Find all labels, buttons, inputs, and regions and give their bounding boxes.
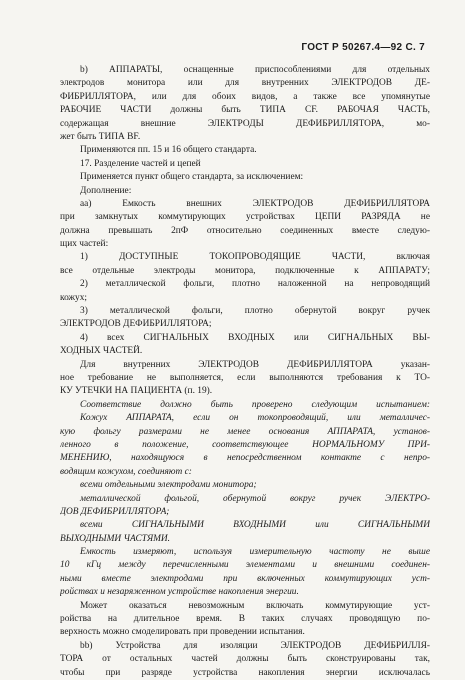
text-line: жет быть ТИПА BF. xyxy=(60,131,141,142)
text-line: ХОДНЫХ ЧАСТЕЙ. xyxy=(60,346,143,357)
text-line: ройствах и незаряженном устройстве накопления энергии. xyxy=(60,587,299,598)
text-line: верхность можно смоделировать при проведении испытания. xyxy=(60,627,305,638)
text-line: содержащая внешние ЭЛЕКТРОДЫ ДЕФИБРИЛЛЯТОРА, мо- xyxy=(60,118,430,129)
text-line: ФИБРИЛЛЯТОРА, или для обоих видов, а также все упомянутые xyxy=(60,91,430,102)
text-line: Может оказаться невозможным включать коммутирующие уст- xyxy=(80,600,430,611)
text-line: Емкость измеряют, используя измерительную частоту не выше xyxy=(80,547,430,558)
document-body xyxy=(60,64,430,680)
text-line: 4) всех СИГНАЛЬНЫХ ВХОДНЫХ или СИГНАЛЬНЫХ ВЫ- xyxy=(80,332,430,343)
text-line: ленного в положение, соответствующее НОРМАЛЬНОМУ ПРИ- xyxy=(60,439,430,450)
text-line: Соответствие должно быть проверено следующим испытанием: xyxy=(80,399,430,410)
text-line: аа) Емкость внешних ЭЛЕКТРОДОВ ДЕФИБРИЛЛЯТОРА xyxy=(80,198,430,209)
text-line: кожух; xyxy=(60,292,87,303)
text-line: водящим кожухом, соединяют с: xyxy=(60,466,192,477)
text-line: ДОВ ДЕФИБРИЛЛЯТОРА; xyxy=(60,506,170,517)
text-line: при замкнутых коммутирующих устройствах ЦЕПИ РАЗРЯДА не xyxy=(60,212,430,223)
text-line: КУ УТЕЧКИ НА ПАЦИЕНТА (п. 19). xyxy=(60,386,213,397)
text-line: ЭЛЕКТРОДОВ ДЕФИБРИЛЛЯТОРА; xyxy=(60,319,212,330)
text-line: всеми СИГНАЛЬНЫМИ ВХОДНЫМИ или СИГНАЛЬНЫМИ xyxy=(80,520,430,531)
text-line: Применяется пункт общего стандарта, за исключением: xyxy=(80,172,304,183)
text-line: Дополнение: xyxy=(80,185,132,196)
text-line: ройства на длительное время. В таких случаях проводящую по- xyxy=(60,614,430,625)
text-line: щих частей: xyxy=(60,239,109,250)
text-line: 1) ДОСТУПНЫЕ ТОКОПРОВОДЯЩИЕ ЧАСТИ, включая xyxy=(80,252,430,263)
text-line: МЕНЕНИЮ, находящуюся в непосредственном контакте с непро- xyxy=(60,453,430,464)
text-line: b) АППАРАТЫ, оснащенные приспособлениями для отдельных xyxy=(80,65,430,75)
text-line: РАБОЧИЕ ЧАСТИ должны быть ТИПА CF. РАБОЧАЯ ЧАСТЬ, xyxy=(60,105,430,116)
text-line: Применяются пп. 15 и 16 общего стандарта. xyxy=(80,145,257,156)
text-line: bb) Устройства для изоляции ЭЛЕКТРОДОВ ДЕФИБРИЛЛЯ- xyxy=(80,640,430,651)
page-header: ГОСТ Р 50267.4—92 С. 7 xyxy=(301,42,425,53)
text-line: ВЫХОДНЫМИ ЧАСТЯМИ. xyxy=(60,533,171,544)
text-line: кую фольгу размерами не менее основания АППАРАТА, установ- xyxy=(60,426,430,437)
text-line: металлической фольгой, обернутой вокруг ручек ЭЛЕКТРО- xyxy=(80,493,430,504)
text-line: Для внутренних ЭЛЕКТРОДОВ ДЕФИБРИЛЛЯТОРА указан- xyxy=(80,359,430,370)
text-line: 2) металлической фольги, плотно наложенной на непроводящий xyxy=(80,279,430,290)
text-line: электродов монитора или для внутренних ЭЛЕКТРОДОВ ДЕ- xyxy=(60,78,430,89)
text-line: всеми отдельными электродами монитора; xyxy=(80,480,257,491)
text-line: 10 кГц между перечисленными элементами и внешними соединен- xyxy=(60,560,430,571)
text-line: ное требование не выполняется, если выполняются требования к ТО- xyxy=(60,372,430,383)
text-line: 17. Разделение частей и цепей xyxy=(80,158,201,169)
text-line: ТОРА от остальных частей должны быть сконструированы так, xyxy=(60,654,430,665)
text-line: все отдельные электроды монитора, подключенные к АППАРАТУ; xyxy=(60,265,430,276)
text-line: 3) металлической фольги, плотно обернутой вокруг ручек xyxy=(80,306,430,317)
text-line: ными вместе электродами при включенных коммутирующих уст- xyxy=(60,573,430,584)
text-line: должна превышать 2пФ относительно соединенных вместе следую- xyxy=(60,225,430,236)
text-line: чтобы при разряде устройства накопления энергии исключалась xyxy=(60,667,430,678)
text-line: Кожух АППАРАТА, если он токопроводящий, или металличес- xyxy=(80,413,430,424)
